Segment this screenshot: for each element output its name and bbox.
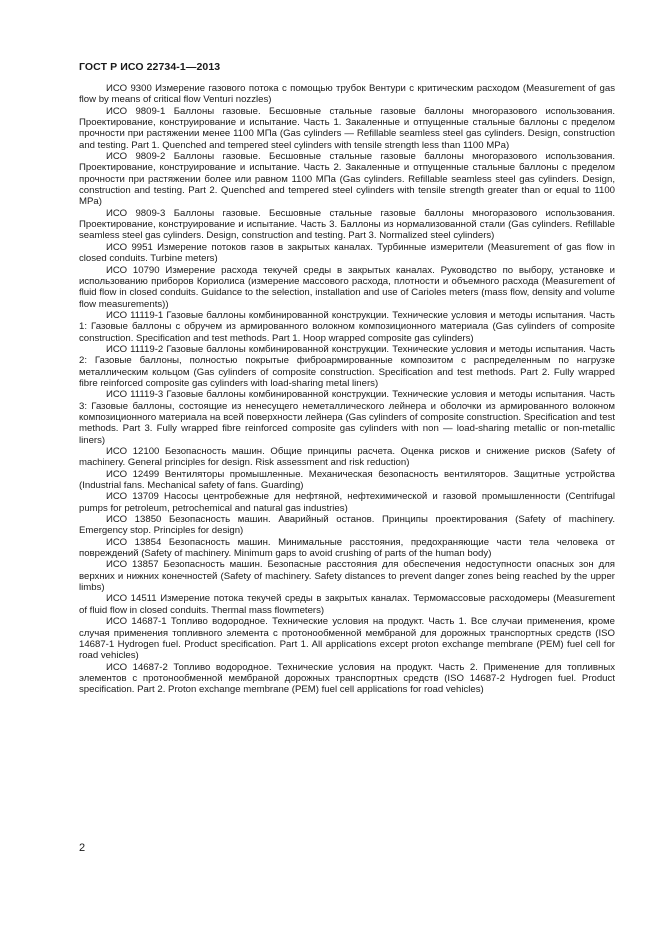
reference-entry: ИСО 13709 Насосы центробежные для нефтяной, нефтехимической и газовой промышленности (Centrifugal pumps for petroleum, petrochemical and natural gas industries) (79, 491, 615, 514)
references-list (79, 83, 615, 696)
reference-entry: ИСО 12100 Безопасность машин. Общие принципы расчета. Оценка рисков и снижение рисков (Safety of machinery. General principles for design. Risk assessment and risk reduction) (79, 446, 615, 469)
page-header-standard-id: ГОСТ Р ИСО 22734-1—2013 (79, 61, 221, 73)
reference-entry: ИСО 13854 Безопасность машин. Минимальные расстояния, предохраняющие части тела человека от повреждений (Safety of machinery. Minimum gaps to avoid crushing of parts of the human body) (79, 536, 615, 560)
reference-entry: ИСО 9951 Измерение потоков газов в закрытых каналах. Турбинные измерители (Measurement of gas flow in closed conduits. Turbine meters) (79, 241, 615, 265)
reference-entry: ИСО 12499 Вентиляторы промышленные. Механическая безопасность вентиляторов. Защитные устройства (Industrial fans. Mechanical safety of fans. Guarding) (79, 468, 615, 492)
reference-entry: ИСО 11119-2 Газовые баллоны комбинированной конструкции. Технические условия и методы испытания. Часть 2: Газовые баллоны, полностью покрытые фиброармированные композитом с распределенным по нагрузке металлическим кольцом (Gas cylinders of composite construction. Specification and test methods. Part 2. Fully wrapped fibre reinforced composite gas cylinders with load-sharing metal liners) (79, 343, 615, 389)
reference-entry: ИСО 9809-2 Баллоны газовые. Бесшовные стальные газовые баллоны многоразового использования. Проектирование, конструирование и испытание. Часть 2. Закаленные и отпущенные стальные баллоны с пределом прочности при растяжении более или равном 1100 МПа (Gas cylinders. Refillable seamless steel gas cylinders. Design, construction and testing. Part 2. Quenched and tempered steel cylinders with tensile strength greater than or equal to 1100 MPa) (79, 151, 615, 208)
reference-entry: ИСО 10790 Измерение расхода текучей среды в закрытых каналах. Руководство по выбору, установке и использованию приборов Кориолиса (измерение массового расхода, плотности и объемного расхода (Measurement of fluid flow in closed conduits. Guidance to the selection, installation and use of Carioles meters (mass flow, density and volume flow measurements)) (79, 264, 615, 310)
reference-entry: ИСО 13857 Безопасность машин. Безопасные расстояния для обеспечения недоступности опасных зон для верхних и нижних конечностей (Safety of machinery. Safety distances to prevent danger zones being reached by the upper limbs) (79, 559, 615, 594)
page-number: 2 (79, 842, 86, 854)
reference-entry: ИСО 13850 Безопасность машин. Аварийный останов. Принципы проектирования (Safety of machinery. Emergency stop. Principles for design) (79, 514, 615, 537)
reference-entry: ИСО 9809-3 Баллоны газовые. Бесшовные стальные газовые баллоны многоразового использования. Проектирование, конструирование и испытание. Часть 3. Баллоны из нормализованной стали (Gas cylinders. Refillable seamless steel gas cylinders. Design, construction and testing. Part 3. Normalized steel cylinders) (79, 207, 615, 242)
reference-entry: ИСО 14511 Измерение потока текучей среды в закрытых каналах. Термомассовые расходомеры (Measurement of fluid flow in closed conduits. Thermal mass flowmeters) (79, 593, 615, 616)
reference-entry: ИСО 9809-1 Баллоны газовые. Бесшовные стальные газовые баллоны многоразового использования. Проектирование, конструирование и испытание. Часть 1. Закаленные и отпущенные стальные баллоны с пределом прочности при растяжении менее 1100 МПа (Gas cylinders — Refillable seamless steel gas cylinders. Design, construction and testing. Part 1. Quenched and tempered steel cylinders with tensile strength less than 1100 MPa) (79, 105, 615, 151)
reference-entry: ИСО 14687-2 Топливо водородное. Технические условия на продукт. Часть 2. Применение для топливных элементов с протонообменной мембраной дорожных транспортных средств (ISO 14687-2 Hydrogen fuel. Product specification. Part 2. Proton exchange membrane (PEM) fuel cell applications for road vehicles) (79, 661, 615, 696)
reference-entry: ИСО 9300 Измерение газового потока с помощью трубок Вентури с критическим расходом (Measurement of gas flow by means of critical flow Venturi nozzles) (79, 83, 615, 106)
reference-entry: ИСО 14687-1 Топливо водородное. Технические условия на продукт. Часть 1. Все случаи применения, кроме случая применения топливного элемента с протонообменной мембраной для дорожных транспортных средств (ISO 14687-1 Hydrogen fuel. Product specification. Part 1. All applications except proton exchange membrane (PEM) fuel cell for road vehicles) (79, 616, 615, 662)
reference-entry: ИСО 11119-1 Газовые баллоны комбинированной конструкции. Технические условия и методы испытания. Часть 1: Газовые баллоны с обручем из армированного волокном композиционного материала (Gas cylinders of composite construction. Specification and test methods. Part 1. Hoop wrapped composite gas cylinders) (79, 309, 615, 344)
reference-entry: ИСО 11119-3 Газовые баллоны комбинированной конструкции. Технические условия и методы испытания. Часть 3: Газовые баллоны, состоящие из ненесущего неметаллического лейнера и оболочки из армированного волокном композиционного материала на всей поверхности лейнера (Gas cylinders of composite construction. Specification and test methods. Part 3. Fully wrapped fibre reinforced composite gas cylinders with non — load-sharing metallic or non-metallic liners) (79, 389, 615, 446)
